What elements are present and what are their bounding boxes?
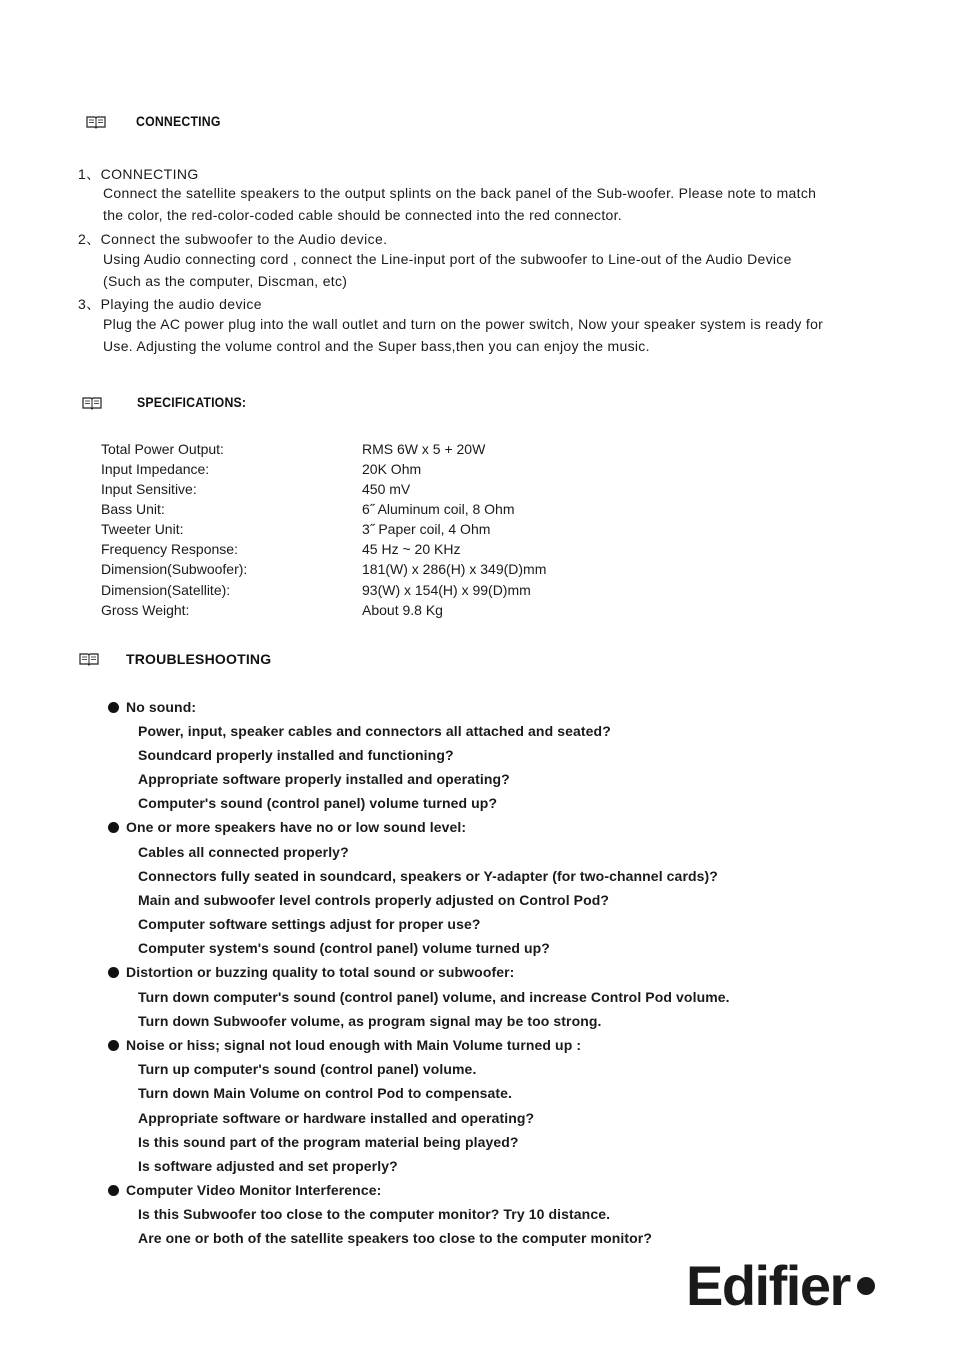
trouble-item: Turn up computer's sound (control panel) volume. [138, 1061, 477, 1077]
connecting-heading: CONNECTING [136, 113, 221, 129]
book-icon [79, 652, 99, 666]
trouble-item: Turn down computer's sound (control panel) volume, and increase Control Pod volume. [138, 989, 730, 1005]
book-icon [86, 115, 106, 129]
trouble-group-title: One or more speakers have no or low sound level: [126, 819, 467, 835]
trouble-item: Connectors fully seated in soundcard, speakers or Y-adapter (for two-channel cards)? [138, 868, 718, 884]
trouble-item: Soundcard properly installed and functioning? [138, 747, 454, 763]
trouble-item: Cables all connected properly? [138, 844, 349, 860]
spec-label: Frequency Response: [101, 541, 238, 557]
connecting-step-1-title: 1、CONNECTING [78, 166, 199, 182]
trouble-item: Computer software settings adjust for proper use? [138, 916, 481, 932]
spec-value: 6˝ Aluminum coil, 8 Ohm [362, 501, 515, 517]
spec-value: 3˝ Paper coil, 4 Ohm [362, 521, 491, 537]
trouble-item: Is software adjusted and set properly? [138, 1158, 398, 1174]
spec-label: Dimension(Subwoofer): [101, 561, 248, 577]
trouble-item: Computer's sound (control panel) volume turned up? [138, 795, 498, 811]
connecting-step-3-title: 3、Playing the audio device [78, 296, 262, 312]
trouble-item: Are one or both of the satellite speakers too close to the computer monitor? [138, 1230, 653, 1246]
specifications-heading: SPECIFICATIONS: [137, 394, 247, 410]
spec-value: 181(W) x 286(H) x 349(D)mm [362, 561, 547, 577]
book-icon [82, 396, 102, 410]
edifier-logo: Edifier [686, 1254, 850, 1317]
spec-value: RMS 6W x 5 + 20W [362, 441, 486, 457]
trouble-item: Turn down Subwoofer volume, as program signal may be too strong. [138, 1013, 602, 1029]
spec-value: 450 mV [362, 481, 411, 497]
connecting-step-2-title: 2、Connect the subwoofer to the Audio device. [78, 231, 388, 247]
trouble-item: Turn down Main Volume on control Pod to compensate. [138, 1085, 513, 1101]
connecting-step-3-body: Plug the AC power plug into the wall outlet and turn on the power switch, Now your speaker system is ready for Use. Adjusting the volume control and the Super bass,then you can enjoy the music. [103, 316, 824, 354]
bullet-icon [108, 1185, 119, 1196]
spec-label: Input Sensitive: [101, 481, 197, 497]
spec-label: Bass Unit: [101, 501, 165, 517]
trouble-item: Is this Subwoofer too close to the computer monitor? Try 10 distance. [138, 1206, 611, 1222]
trouble-item: Computer system's sound (control panel) volume turned up? [138, 940, 550, 956]
spec-value: 45 Hz ~ 20 KHz [362, 541, 461, 557]
bullet-icon [108, 822, 119, 833]
spec-value: 20K Ohm [362, 461, 422, 477]
spec-label: Gross Weight: [101, 602, 190, 618]
connecting-step-1-body: Connect the satellite speakers to the output splints on the back panel of the Sub-woofer. Please note to match the color, the red-color-coded cable should be connected into the red connector. [103, 185, 817, 223]
spec-label: Tweeter Unit: [101, 521, 184, 537]
spec-label: Dimension(Satellite): [101, 582, 231, 598]
spec-value: About 9.8 Kg [362, 602, 443, 618]
trouble-item: Is this sound part of the program material being played? [138, 1134, 519, 1150]
connecting-step-2-body: Using Audio connecting cord , connect the Line-input port of the subwoofer to Line-out of the Audio Device (Such as the computer, Discman, etc) [103, 251, 792, 289]
trouble-group-title: Computer Video Monitor Interference: [126, 1182, 382, 1198]
bullet-icon [108, 967, 119, 978]
trouble-item: Appropriate software properly installed and operating? [138, 771, 510, 787]
spec-label: Input Impedance: [101, 461, 210, 477]
trouble-item: Main and subwoofer level controls properly adjusted on Control Pod? [138, 892, 610, 908]
trouble-group-title: Distortion or buzzing quality to total sound or subwoofer: [126, 964, 515, 980]
spec-value: 93(W) x 154(H) x 99(D)mm [362, 582, 531, 598]
troubleshooting-heading: TROUBLESHOOTING [126, 651, 272, 667]
bullet-icon [108, 1040, 119, 1051]
trouble-item: Power, input, speaker cables and connectors all attached and seated? [138, 723, 611, 739]
spec-label: Total Power Output: [101, 441, 224, 457]
trouble-group-title: Noise or hiss; signal not loud enough with Main Volume turned up : [126, 1037, 582, 1053]
trouble-item: Appropriate software or hardware installed and operating? [138, 1110, 535, 1126]
trouble-group-title: No sound: [126, 699, 197, 715]
bullet-icon [108, 702, 119, 713]
logo-dot-icon [857, 1277, 875, 1295]
